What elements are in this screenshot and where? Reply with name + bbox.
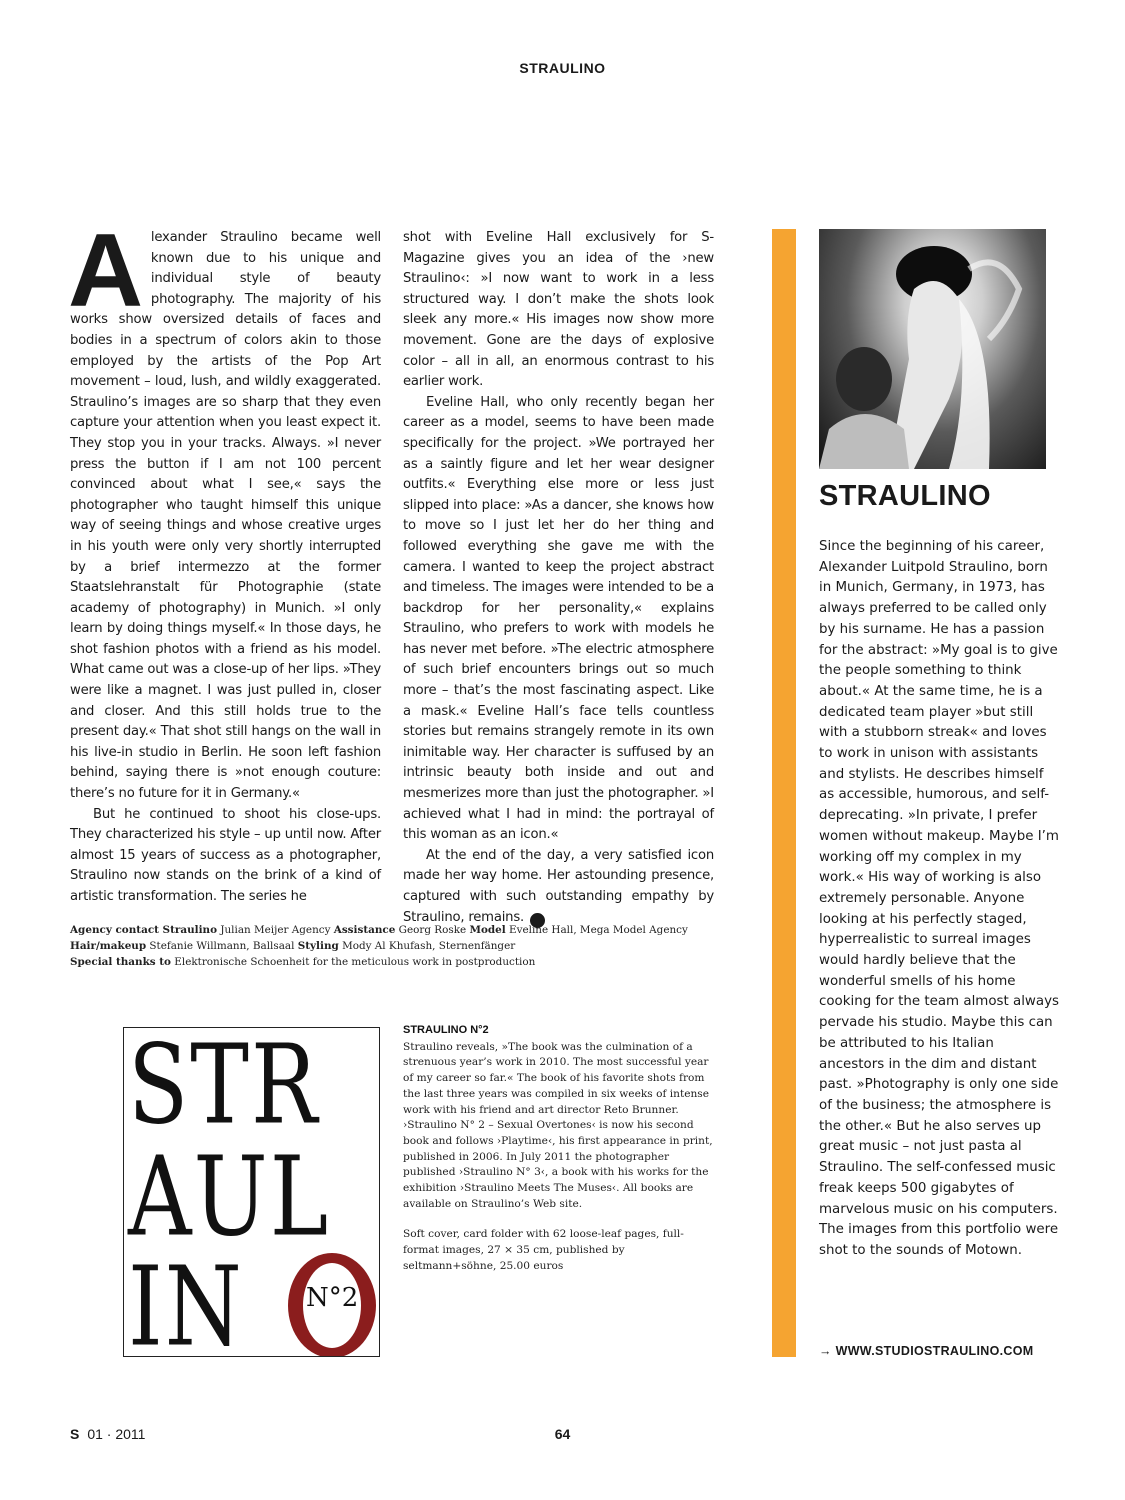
article-paragraph: Eveline Hall, who only recently began her career as a model, seems to have been made specifically for the project. »We portrayed her as a saintly figure and let her wear designer outfits.« Everything else more or less just slipped into place: »As a dancer, she knows how to move so I just let her do her thing and followed everything she gave me with the camera. I wanted to keep the project abstract and timeless. The images were intended to be a backdrop for her personality,« explains Straulino, who prefers to work with models he has never met before. »The electric atmosphere of such brief encounters brings out so much more – that’s the most fascinating aspect. Like a mask.« Eveline Hall’s face tells countless stories but remains strangely remote in its own inimitable way. Her character is suffused by an intrinsic beauty both inside and out and mesmerizes more than just the photographer. »I achieved what I had in mind: the portrayal of this woman as an icon.« [403, 394, 714, 843]
credit-label: Special thanks to [70, 956, 171, 968]
article-paragraph [403, 846, 714, 928]
drop-cap: A [68, 213, 143, 329]
article-text: At the end of the day, a very satisfied icon made her way home. Her astounding presence, captured with such outstanding empathy by Straulino, remains. [403, 847, 714, 925]
article-column-2 [403, 228, 714, 928]
accent-bar [772, 229, 796, 1357]
article-paragraph: shot with Eveline Hall exclusively for S-Magazine gives you an idea of the ›new Straulino‹: »I now want to work in a less structured way. I don’t make the shots look sleek any more.« His images now show more movement. Gone are the days of explosive color – all in all, an enormous contrast to his earlier work. [403, 230, 714, 390]
credit-value: Mody Al Khufash, Sternenfänger [338, 940, 516, 952]
arrow-right-icon: → [819, 1344, 832, 1358]
article-text: lexander Straulino became well known due to his unique and individual style of beauty photography. The majority of his works show oversized details of faces and bodies in a spectrum of colors akin to those employed by the artists of the Pop Art movement – loud, lush, and wildly exaggerated. Straulino’s images are so sharp that they even capture your attention when you least expect it. They stop you in your tracks. Always. »I never press the button if I am not 100 percent convinced about what I see,« says the photographer who taught himself this unique way of seeing things and whose creative urges in his youth were only very shortly interrupted by a brief intermezzo at the former Staatslehranstalt für Photographie (state academy of photography) in Munich. »I only learn by doing things myself.« In those days, he shot fashion photos with a friend as his model. What came out was a close-up of her lips. »They were like a magnet. I was just pulled in, closer and closer. And this still holds true to the present day.« That shot still hangs on the wall in his live-in studio in Berlin. He soon left fashion behind, saying there is »not enough couture: there’s no future for it in Germany.« [70, 230, 381, 802]
article-paragraph: But he continued to shoot his close-ups. They characterized his style – up until now. After almost 15 years of success as a photographer, Straulino now stands on the brink of a kind of artistic transformation. The series he [70, 806, 381, 904]
website-url[interactable]: WWW.STUDIOSTRAULINO.COM [835, 1344, 1034, 1358]
book-cover-image [123, 1027, 380, 1357]
portrait-photo [819, 229, 1046, 469]
credit-value: Georg Roske [395, 924, 470, 936]
cover-number: N°2 [306, 1283, 359, 1313]
issue-number: 01 · 2011 [87, 1426, 146, 1442]
credit-label: Styling [297, 940, 339, 952]
book-specs: Soft cover, card folder with 62 loose-leaf pages, full-format images, 27 × 35 cm, published by seltmann+söhne, 25.00 euros [403, 1228, 684, 1272]
book-description: Straulino reveals, »The book was the culmination of a strenuous year’s work in 2010. The most successful year of my career so far.« The book of his favorite shots from the last three years was compiled in six weeks of intense work with his friend and art director Reto Brunner. ›Straulino N° 2 – Sexual Overtones‹ is now his second book and follows ›Playtime‹, his first appearance in print, published in 2006. In July 2011 the photographer published ›Straulino N° 3‹, a book with his works for the exhibition ›Straulino Meets The Muses‹. All books are available on Straulino’s Web site. [403, 1040, 713, 1210]
credit-label: Assistance [333, 924, 396, 936]
book-title: STRAULINO N°2 [403, 1024, 489, 1036]
cover-text-line: STR [128, 1027, 320, 1149]
sidebar-bio: Since the beginning of his career, Alexander Luitpold Straulino, born in Munich, Germany, in 1973, has always preferred to be called only by his surname. He has a passion for the abstract: »My goal is to give the people something to think about.« At the same time, he is a dedicated team player »but still with a stubborn streak« and loves to work in unison with assistants and stylists. He describes himself as accessible, humorous, and self-deprecating. »In private, I prefer women without makeup. Maybe I’m working off my complex in my work.« His way of working is also extremely personable. Anyone looking at his perfectly staged, hyperrealistic to surreal images would hardly believe that the wonderful smells of his home cooking for the team almost always pervade his studio. Maybe this can be attributed to his Italian ancestors in the dim and distant past. »Photography is only one side of the business; the atmosphere is the other.« But he also serves up great music – not just pasta al Straulino. The self-confessed music freak keeps 500 gigabytes of marvelous music on his computers. The images from this portfolio were shot to the sounds of Motown. [819, 539, 1059, 1258]
article-column-1 [68, 213, 381, 908]
credit-label: Model [469, 924, 506, 936]
photo-credits [70, 922, 730, 970]
credit-value: Elektronische Schoenheit for the meticulous work in postproduction [171, 956, 536, 968]
credit-value: Julian Meijer Agency [217, 924, 334, 936]
website-link[interactable] [819, 1344, 1033, 1358]
book-info [403, 1023, 718, 1290]
end-mark-icon: S [530, 913, 545, 928]
credit-label: Hair/makeup [70, 940, 147, 952]
credit-value: Eveline Hall, Mega Model Agency [505, 924, 688, 936]
sidebar-title: STRAULINO [819, 480, 991, 512]
cover-text-line: IN [128, 1242, 244, 1357]
article-paragraph [68, 213, 381, 805]
page-number: 64 [554, 1426, 571, 1442]
section-header: STRAULINO [519, 60, 606, 76]
credit-label: Agency contact Straulino [70, 924, 218, 936]
magazine-logo: S [70, 1426, 80, 1442]
credit-value: Stefanie Willmann, Ballsaal [146, 940, 298, 952]
cover-text-line: AUL [128, 1132, 331, 1261]
